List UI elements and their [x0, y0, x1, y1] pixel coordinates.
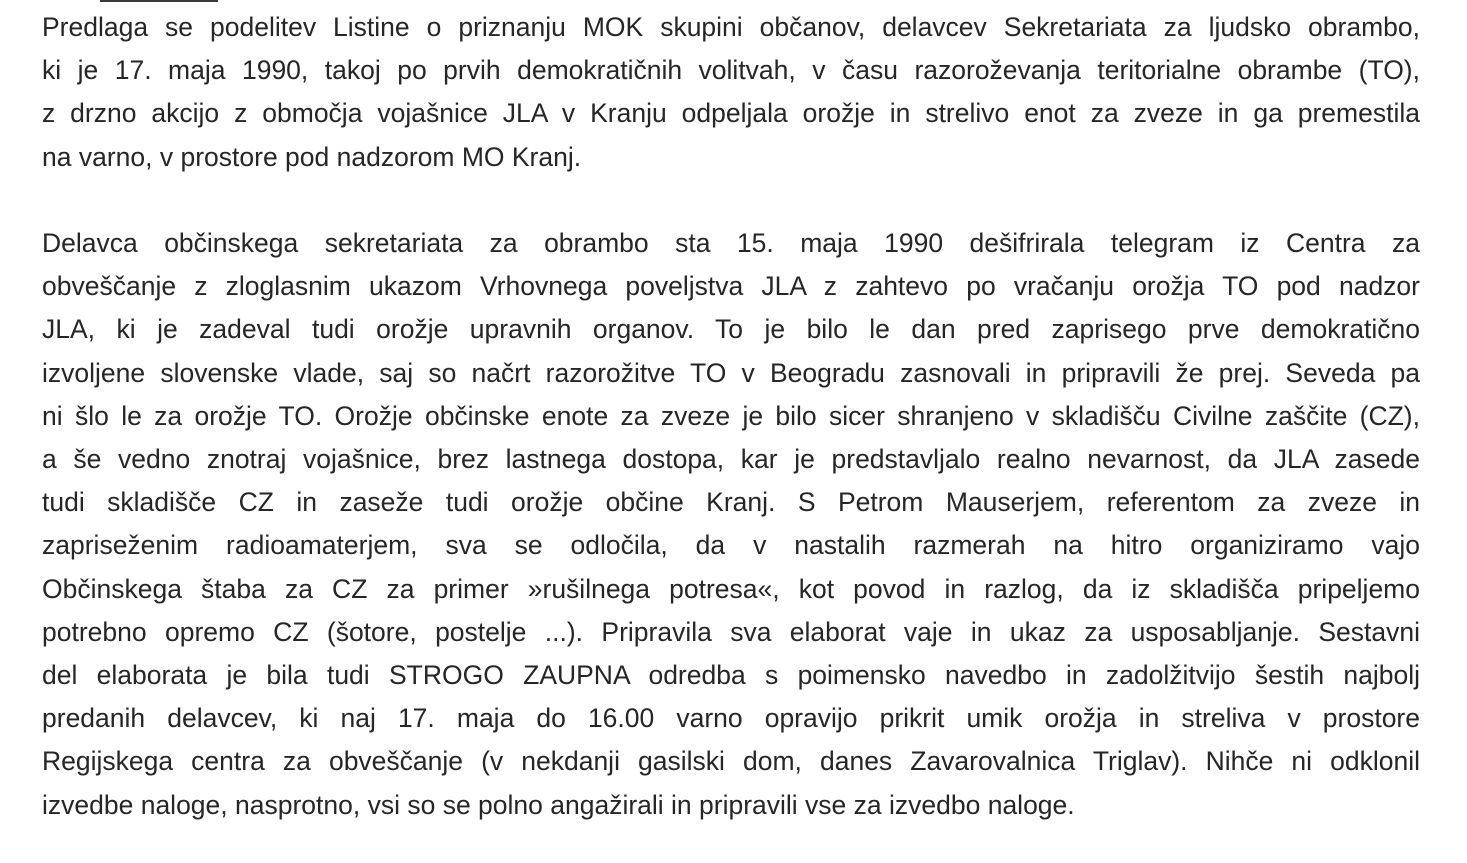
paragraph-1-line: ki je 17. maja 1990, takoj po prvih demokratičnih volitvah, v času razoroževanja teritorialne obrambe (TO), [42, 55, 1420, 86]
paragraph-2-line: potrebno opremo CZ (šotore, postelje ...). Pripravila sva elaborat vaje in ukaz za usposabljanje. Sestavni [42, 616, 1420, 647]
paragraph-2-line: obveščanje z zloglasnim ukazom Vrhovnega poveljstva JLA z zahtevo po vračanju orožja TO pod nadzor [42, 271, 1420, 302]
paragraph-2-line: JLA, ki je zadeval tudi orožje upravnih organov. To je bilo le dan pred zaprisego prve demokratično [42, 314, 1420, 345]
paragraph-2-line: del elaborata je bila tudi STROGO ZAUPNA odredba s poimensko navedbo in zadolžitvijo šestih najbolj [42, 660, 1420, 691]
paragraph-2-line: Delavca občinskega sekretariata za obrambo sta 15. maja 1990 dešifrirala telegram iz Centra za [42, 228, 1420, 258]
paragraph-2-line: izvoljene slovenske vlade, saj so načrt razorožitve TO v Beogradu zasnovali in pripravili že prej. Seveda pa [42, 357, 1420, 388]
paragraph-2-line: predanih delavcev, ki naj 17. maja do 16.00 varno opravijo prikrit umik orožja in streliva v prostore [42, 703, 1420, 734]
paragraph-2-line: ni šlo le za orožje TO. Orožje občinske enote za zveze je bilo sicer shranjeno v skladišču Civilne zaščite (CZ), [42, 400, 1420, 431]
paragraph-2-line: zapriseženim radioamaterjem, sva se odločila, da v nastalih razmerah na hitro organiziramo vajo [42, 530, 1420, 561]
paragraph-2 [42, 222, 1420, 827]
paragraph-2-line: izvedbe naloge, nasprotno, vsi so se polno angažirali in pripravili vse za izvedbo naloge. [42, 789, 1075, 820]
paragraph-2-line: a še vedno znotraj vojašnice, brez lastnega dostopa, kar je predstavljalo realno nevarnost, da JLA zasede [42, 444, 1420, 475]
paragraph-1 [42, 6, 1420, 179]
top-edge-mark [100, 0, 218, 2]
paragraph-2-line: Občinskega štaba za CZ za primer »rušilnega potresa«, kot povod in razlog, da iz skladišča pripeljemo [42, 573, 1420, 604]
paragraph-1-line: z drzno akcijo z območja vojašnice JLA v Kranju odpeljala orožje in strelivo enot za zveze in ga premestila [42, 98, 1420, 129]
paragraph-1-line: na varno, v prostore pod nadzorom MO Kranj. [42, 141, 582, 172]
paragraph-1-line: Predlaga se podelitev Listine o priznanju MOK skupini občanov, delavcev Sekretariata za ljudsko obrambo, [42, 12, 1420, 42]
paragraph-2-line: tudi skladišče CZ in zaseže tudi orožje občine Kranj. S Petrom Mauserjem, referentom za zveze in [42, 487, 1420, 518]
paragraph-2-line: Regijskega centra za obveščanje (v nekdanji gasilski dom, danes Zavarovalnica Triglav). Nihče ni odklonil [42, 746, 1420, 777]
